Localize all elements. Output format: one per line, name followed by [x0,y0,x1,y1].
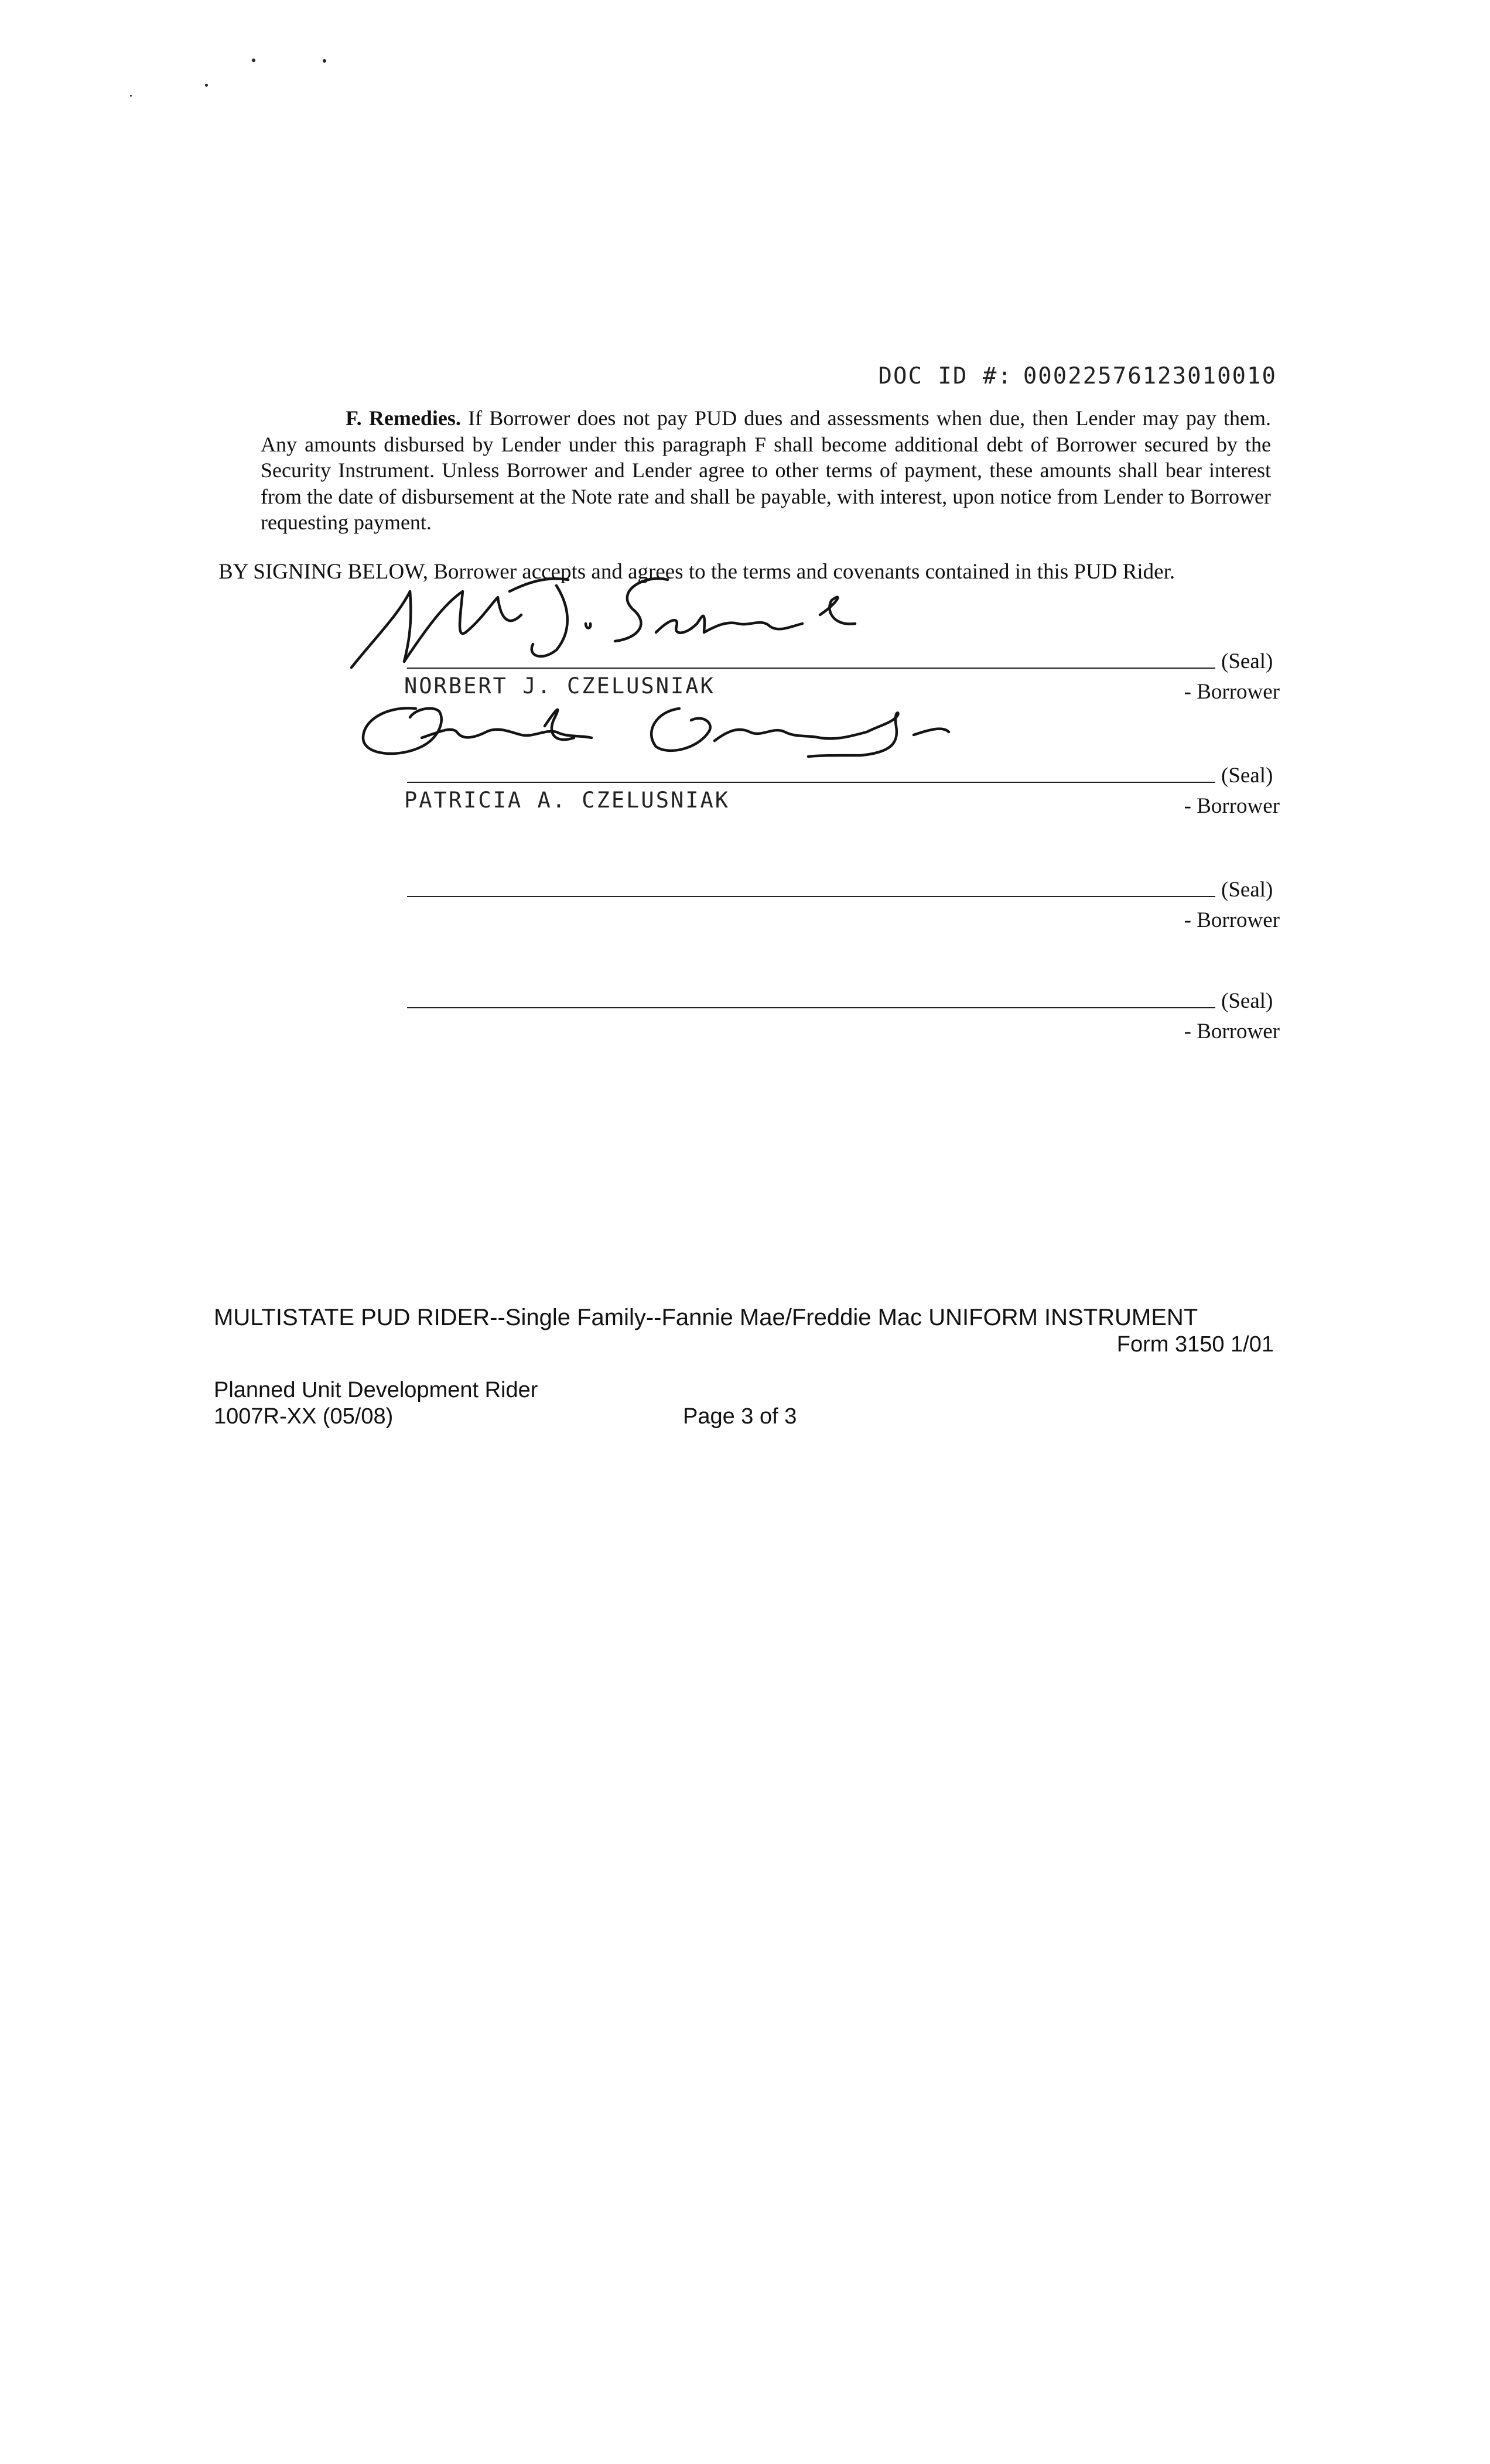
scan-speck [252,59,255,62]
remedies-heading: F. Remedies. [346,406,461,430]
footer-page-number: Page 3 of 3 [683,1404,797,1429]
scan-speck [205,84,208,87]
remedies-text: If Borrower does not pay PUD dues and assessments when due, then Lender may pay them. Any amounts disbursed by Lender under this paragraph F shall become additional debt of Borrower secured by the Security Instrument. Unless Borrower and Lender agree to other terms of payment, these amounts shall bear interest from the date of disbursement at the Note rate and shall be payable, with interest, upon notice from Lender to Borrower requesting payment. [261,406,1272,534]
borrower-name: NORBERT J. CZELUSNIAK [404,673,715,699]
borrower-name: PATRICIA A. CZELUSNIAK [404,788,730,813]
signature-line [407,896,1215,897]
borrower-label: - Borrower [1184,680,1280,704]
footer-form-title: MULTISTATE PUD RIDER--Single Family--Fannie Mae/Freddie Mac UNIFORM INSTRUMENT [214,1305,1198,1330]
handwritten-signature [351,691,1054,796]
doc-id-label: DOC ID #: [878,363,1013,389]
signature-block-2 [0,723,1490,840]
doc-id-value: 00022576123010010 [1023,363,1277,389]
remedies-paragraph [261,405,1271,536]
signature-block-3 [0,837,1490,954]
signature-line [407,782,1215,783]
doc-id [820,363,1277,389]
footer-rider-info [214,1377,538,1430]
borrower-label: - Borrower [1184,794,1280,818]
signature-line [407,1007,1215,1008]
signature-block-4 [0,949,1490,1066]
signature-line [407,668,1215,669]
footer-rider-code: 1007R-XX (05/08) [214,1404,394,1429]
seal-label: (Seal) [1221,649,1273,673]
signing-statement: BY SIGNING BELOW, Borrower accepts and agrees to the terms and covenants contained in this PUD Rider. [218,560,1175,584]
footer-rider-name: Planned Unit Development Rider [214,1378,538,1402]
footer-form-number: Form 3150 1/01 [1116,1332,1274,1357]
seal-label: (Seal) [1221,764,1273,788]
seal-label: (Seal) [1221,989,1273,1013]
scan-speck [130,95,132,97]
scan-speck [323,59,326,63]
seal-label: (Seal) [1221,878,1273,902]
borrower-label: - Borrower [1184,1019,1280,1043]
borrower-label: - Borrower [1184,908,1280,932]
